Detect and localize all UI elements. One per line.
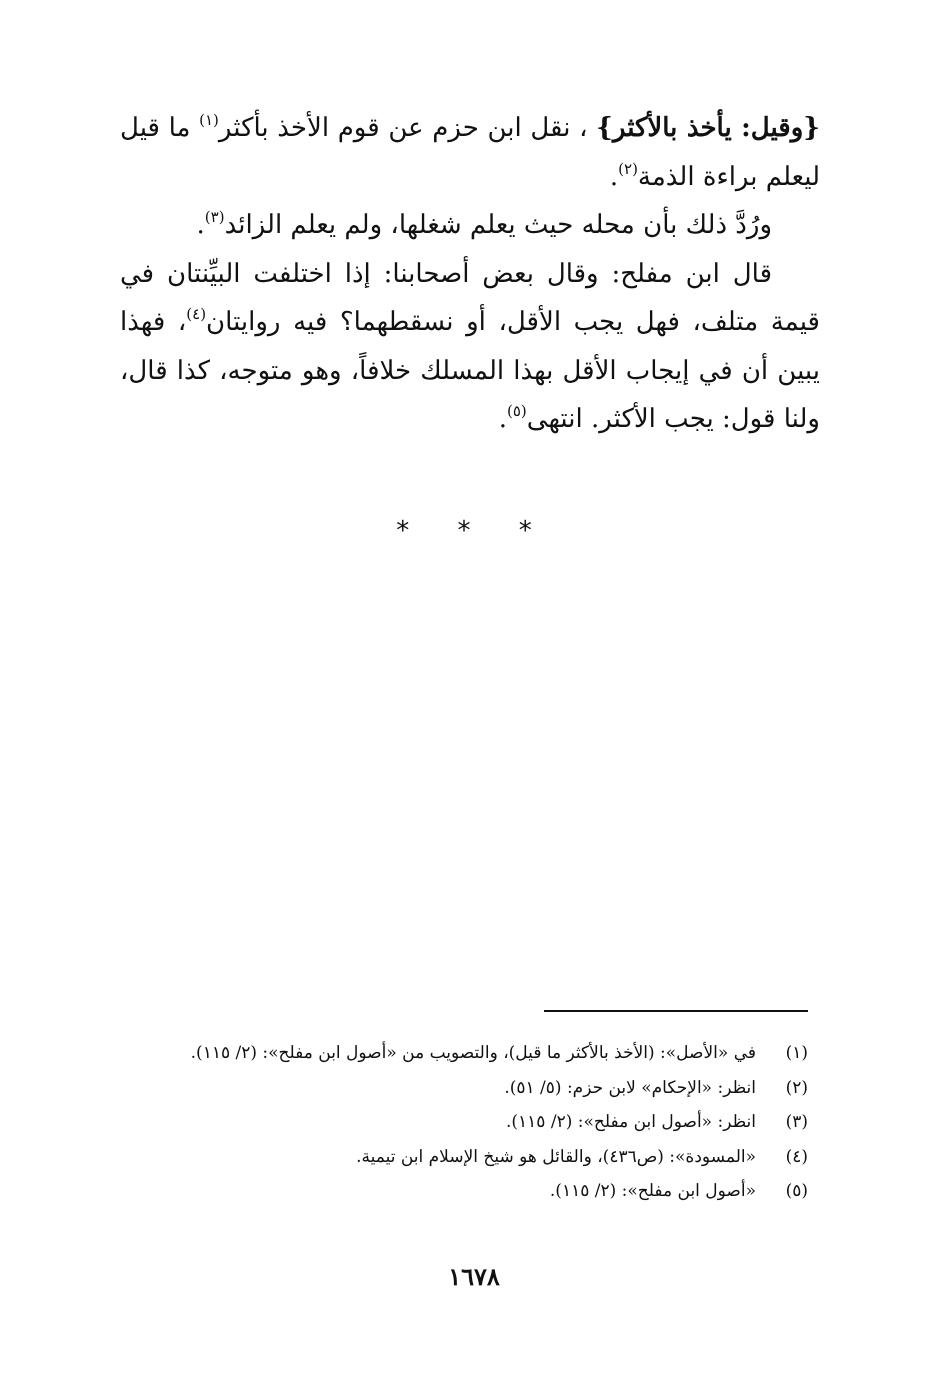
- footnote-marker-4: (٤): [186, 305, 207, 323]
- paragraph-1-text-a: ، نقل ابن حزم عن قوم الأخذ بأكثر: [218, 113, 588, 143]
- footnote-marker-1: (١): [199, 111, 219, 129]
- matn-heading: {وقيل: يأخذ بالأكثر}: [596, 113, 820, 143]
- footnote-item: [100, 1140, 808, 1175]
- paragraph-1: [120, 104, 820, 201]
- paragraph-2-end: .: [196, 210, 205, 240]
- footnote-text: «المسودة»: (ص٤٣٦)، والقائل هو شيخ الإسلام ابن تيمية.: [356, 1146, 756, 1167]
- footnote-number: (٤): [785, 1146, 808, 1167]
- footnote-item: [100, 1071, 808, 1106]
- footnotes: [100, 1036, 808, 1209]
- footnote-item: [100, 1036, 808, 1071]
- footnote-marker-2: (٢): [618, 159, 638, 178]
- footnote-number: (٢): [785, 1077, 808, 1098]
- footnote-text: في «الأصل»: (الأخذ بالأكثر ما قيل)، والتصويب من «أصول ابن مفلح»: (٢/ ١١٥).: [190, 1043, 756, 1063]
- footnote-number: (١): [785, 1043, 808, 1063]
- footnote-text: انظر: «أصول ابن مفلح»: (٢/ ١١٥).: [505, 1112, 756, 1132]
- paragraph-3-end: .: [498, 404, 507, 434]
- section-separator: * * *: [396, 516, 552, 546]
- footnote-text: «أصول ابن مفلح»: (٢/ ١١٥).: [549, 1181, 756, 1201]
- footnote-number: (٣): [785, 1112, 808, 1132]
- footnote-text: انظر: «الإحكام» لابن حزم: (٥/ ٥١).: [504, 1077, 756, 1098]
- footnote-number: (٥): [785, 1181, 808, 1201]
- paragraph-2-text: ورُدَّ ذلك بأن محله حيث يعلم شغلها، ولم يعلم الزائد: [224, 210, 772, 240]
- footnote-divider: [544, 1010, 808, 1012]
- page-number: ١٦٧٨: [448, 1262, 500, 1291]
- paragraph-1-end: .: [609, 161, 619, 192]
- footnote-item: [100, 1174, 808, 1209]
- paragraph-3-text-a: قال ابن مفلح: وقال بعض أصحابنا: إذا اختلفت البيِّنتان في قيمة متلف، فهل يجب الأقل، أو نسقطهما؟ فيه روايتان: [120, 258, 820, 337]
- footnote-item: [100, 1105, 808, 1140]
- footnote-marker-3: (٣): [204, 208, 225, 226]
- paragraph-3-text-b: ، فهذا يبين أن في إيجاب الأقل بهذا المسلك خلافاً، وهو متوجه، كذا قال، ولنا قول: يجب الأكثر. انتهى: [120, 307, 820, 434]
- main-text: [120, 104, 820, 444]
- footnote-marker-5: (٥): [507, 402, 527, 420]
- paragraph-2: [120, 201, 820, 250]
- paragraph-1-text-b: ما قيل ليعلم براءة الذمة: [120, 113, 820, 192]
- paragraph-3: [120, 250, 820, 444]
